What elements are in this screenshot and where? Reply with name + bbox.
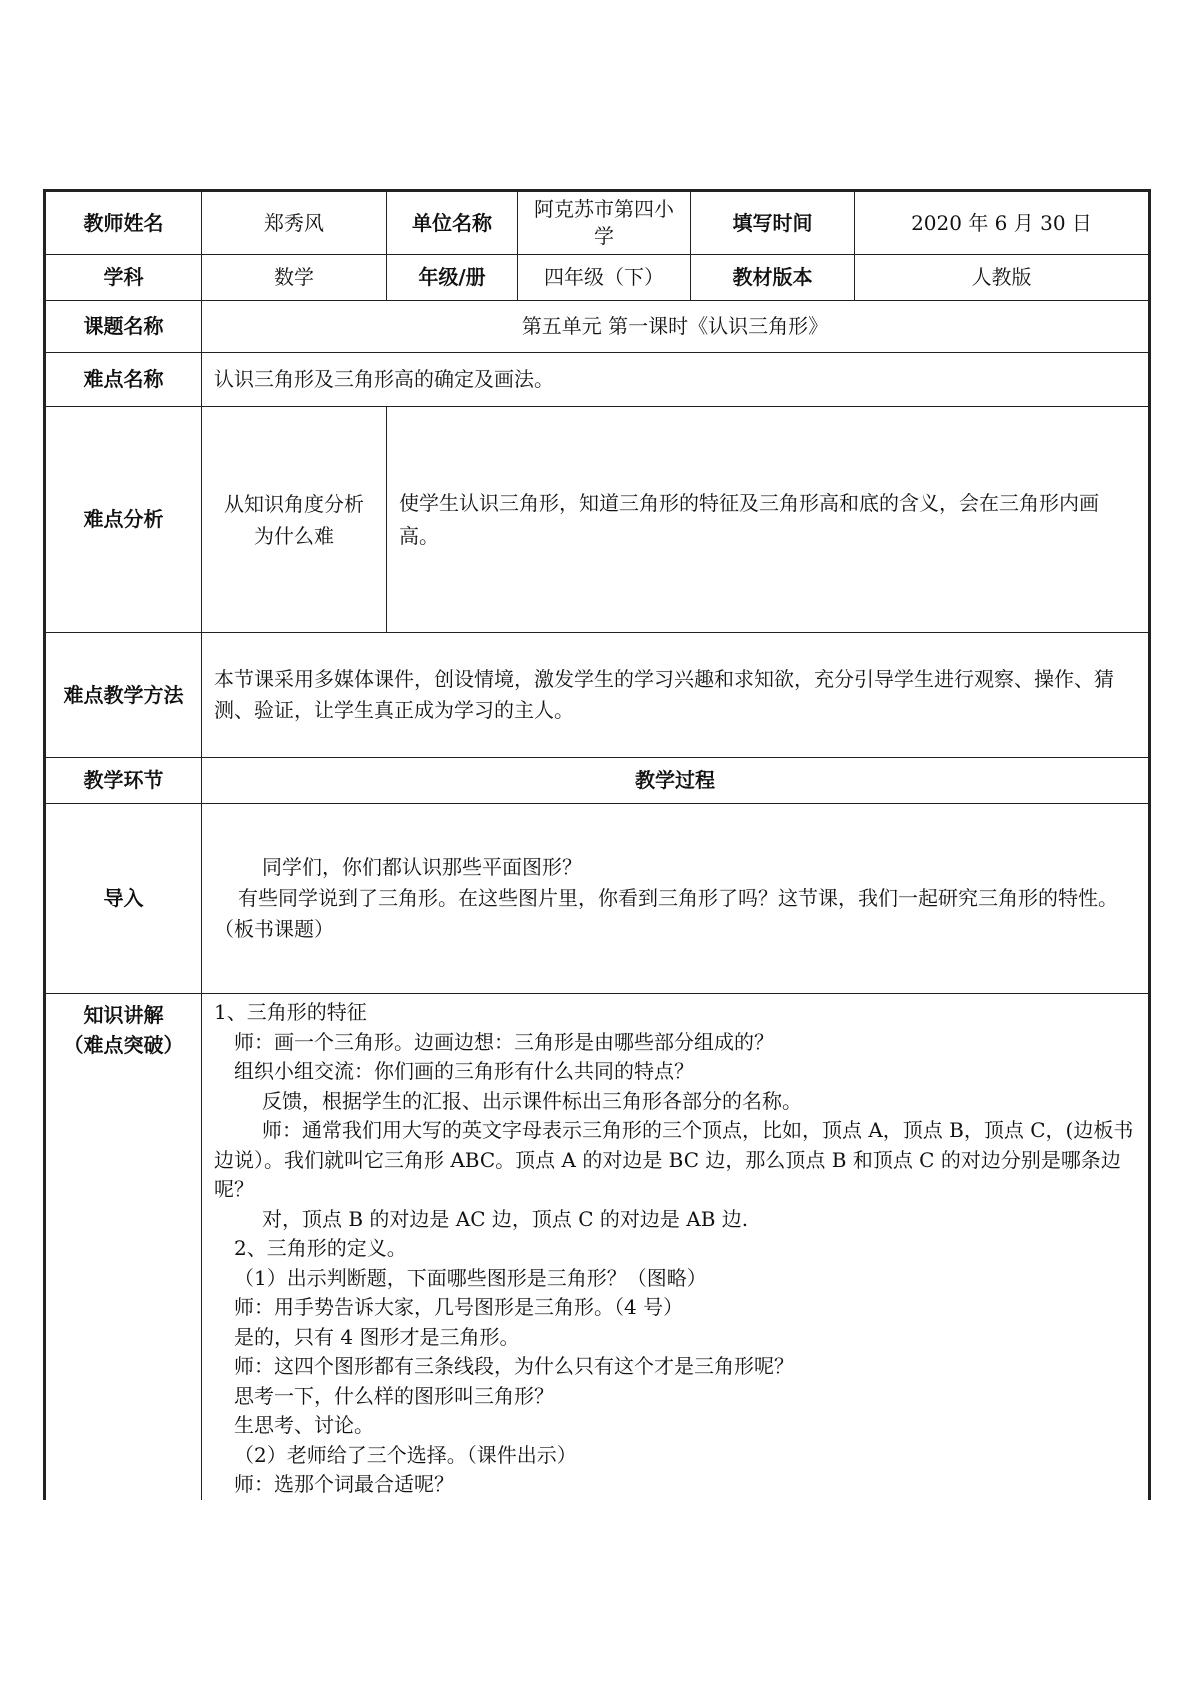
knowledge-line: 反馈，根据学生的汇报、出示课件标出三角形各部分的名称。 bbox=[262, 1088, 802, 1113]
knowledge-line: （2）老师给了三个选择。（课件出示） bbox=[234, 1442, 577, 1467]
knowledge-line: 2、三角形的定义。 bbox=[234, 1236, 407, 1260]
subject-value: 数学 bbox=[202, 255, 387, 301]
lesson-plan-table bbox=[43, 189, 1151, 1500]
knowledge-line: 师：选那个词最合适呢？ bbox=[234, 1472, 454, 1496]
unit-name-value: 阿克苏市第四小学 bbox=[518, 191, 691, 255]
knowledge-label-line2: （难点突破） bbox=[63, 1033, 184, 1057]
difficulty-analysis-value: 使学生认识三角形，知道三角形的特征及三角形高和底的含义，会在三角形内画高。 bbox=[387, 407, 1150, 633]
intro-row bbox=[45, 804, 1150, 994]
header-row bbox=[45, 191, 1150, 255]
knowledge-line: 师：画一个三角形。边画边想：三角形是由哪些部分组成的？ bbox=[234, 1029, 774, 1054]
intro-label: 导入 bbox=[45, 804, 202, 994]
edition-label: 教材版本 bbox=[691, 255, 855, 301]
knowledge-line: 思考一下，什么样的图形叫三角形？ bbox=[234, 1383, 554, 1408]
difficulty-analysis-label: 难点分析 bbox=[45, 407, 202, 633]
knowledge-line: 师：通常我们用大写的英文字母表示三角形的三个顶点，比如，顶点 A，顶点 B，顶点 C，(边板书边说）。我们就叫它三角形 ABC。顶点 A 的对边是 BC 边，那么顶点 B 和顶点 C 的对边分别是哪条边呢？ bbox=[214, 1118, 1134, 1201]
intro-content bbox=[202, 804, 1150, 994]
topic-row bbox=[45, 301, 1150, 353]
knowledge-row bbox=[45, 994, 1150, 1500]
teacher-name-label: 教师姓名 bbox=[45, 191, 202, 255]
knowledge-label bbox=[45, 994, 202, 1500]
teaching-method-row bbox=[45, 633, 1150, 758]
unit-name-label: 单位名称 bbox=[387, 191, 518, 255]
knowledge-line: （1）出示判断题，下面哪些图形是三角形？（图略） bbox=[234, 1265, 707, 1290]
grade-value: 四年级（下） bbox=[518, 255, 691, 301]
difficulty-analysis-row bbox=[45, 407, 1150, 633]
subject-row bbox=[45, 255, 1150, 301]
knowledge-content bbox=[202, 994, 1150, 1500]
knowledge-line: 生思考、讨论。 bbox=[234, 1413, 374, 1437]
teaching-process-label: 教学过程 bbox=[202, 758, 1150, 804]
grade-label: 年级/册 bbox=[387, 255, 518, 301]
knowledge-line: 师：这四个图形都有三条线段，为什么只有这个才是三角形呢？ bbox=[234, 1354, 794, 1378]
knowledge-line: 组织小组交流：你们画的三角形有什么共同的特点？ bbox=[234, 1059, 694, 1083]
intro-line: 同学们，你们都认识那些平面图形？ bbox=[262, 855, 582, 879]
knowledge-label-line1: 知识讲解 bbox=[83, 1003, 164, 1027]
edition-value: 人教版 bbox=[855, 255, 1150, 301]
fill-date-label: 填写时间 bbox=[691, 191, 855, 255]
subject-label: 学科 bbox=[45, 255, 202, 301]
process-header-row bbox=[45, 758, 1150, 804]
teaching-method-value: 本节课采用多媒体课件，创设情境，激发学生的学习兴趣和求知欲，充分引导学生进行观察、操作、猜测、验证，让学生真正成为学习的主人。 bbox=[202, 633, 1150, 758]
knowledge-line: 是的，只有 4 图形才是三角形。 bbox=[234, 1324, 520, 1349]
knowledge-line: 对，顶点 B 的对边是 AC 边，顶点 C 的对边是 AB 边. bbox=[262, 1206, 749, 1231]
teacher-name-value: 郑秀风 bbox=[202, 191, 387, 255]
difficulty-analysis-sublabel: 从知识角度分析为什么难 bbox=[202, 407, 387, 633]
intro-line: 有些同学说到了三角形。在这些图片里，你看到三角形了吗？这节课，我们一起研究三角形的特性。（板书课题） bbox=[214, 886, 1118, 941]
topic-value: 第五单元 第一课时《认识三角形》 bbox=[202, 301, 1150, 353]
knowledge-line: 1、三角形的特征 bbox=[214, 1000, 367, 1024]
difficulty-name-row bbox=[45, 353, 1150, 407]
topic-label: 课题名称 bbox=[45, 301, 202, 353]
fill-date-value: 2020 年 6 月 30 日 bbox=[855, 191, 1150, 255]
difficulty-name-label: 难点名称 bbox=[45, 353, 202, 407]
teaching-method-label: 难点教学方法 bbox=[45, 633, 202, 758]
teaching-stage-label: 教学环节 bbox=[45, 758, 202, 804]
knowledge-line: 师：用手势告诉大家，几号图形是三角形。（4 号） bbox=[234, 1295, 684, 1319]
difficulty-name-value: 认识三角形及三角形高的确定及画法。 bbox=[202, 353, 1150, 407]
